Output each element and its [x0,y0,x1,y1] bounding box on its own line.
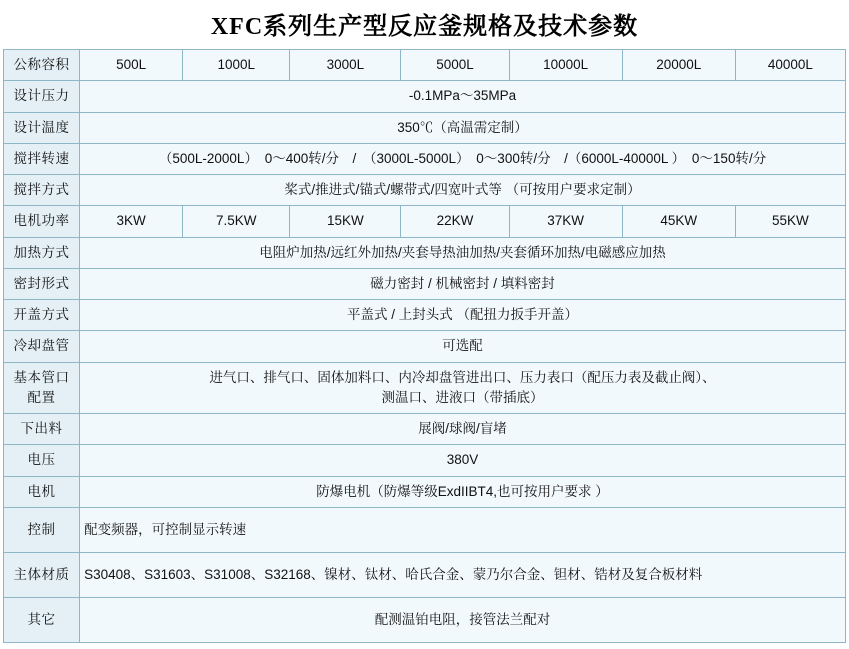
pipe-config-value [80,362,846,414]
table-row [4,268,846,299]
capacity-value: 1000L [183,50,290,81]
design-pressure-value: -0.1MPa～35MPa [80,81,846,112]
table-row [4,50,846,81]
discharge-value: 展阀/球阀/盲堵 [80,414,846,445]
table-row [4,175,846,206]
row-label-capacity: 公称容积 [4,50,80,81]
capacity-value: 40000L [735,50,845,81]
specification-table [3,49,846,643]
row-label-other: 其它 [4,597,80,642]
open-type-value: 平盖式 / 上封头式 （配扭力扳手开盖） [80,300,846,331]
pipe-config-label-line1: 基本管口 [13,369,70,385]
row-label-body-material: 主体材质 [4,552,80,597]
row-label-heating-type: 加热方式 [4,237,80,268]
pipe-config-line1: 进气口、排气口、固体加料口、内冷却盘管进出口、压力表口（配压力表及截止阀）、 [209,369,716,385]
row-label-voltage: 电压 [4,445,80,476]
row-label-design-pressure: 设计压力 [4,81,80,112]
voltage-value: 380V [80,445,846,476]
row-label-stir-speed: 搅拌转速 [4,143,80,174]
row-label-control: 控制 [4,507,80,552]
table-row [4,300,846,331]
motor-power-value: 45KW [622,206,735,237]
table-row [4,143,846,174]
motor-value: 防爆电机（防爆等级ExdIIBT4,也可按用户要求 ） [80,476,846,507]
cooling-coil-value: 可选配 [80,331,846,362]
control-value: 配变频器，可控制显示转速 [80,507,846,552]
motor-power-value: 15KW [290,206,401,237]
table-row [4,507,846,552]
row-label-pipe-config [4,362,80,414]
body-material-value: S30408、S31603、S31008、S32168、镍材、钛材、哈氏合金、蒙乃尔合金、钽材、锆材及复合板材料 [80,552,846,597]
table-row [4,81,846,112]
row-label-discharge: 下出料 [4,414,80,445]
row-label-design-temperature: 设计温度 [4,112,80,143]
stir-type-value: 桨式/推进式/锚式/螺带式/四宽叶式等 （可按用户要求定制） [80,175,846,206]
motor-power-value: 37KW [509,206,622,237]
table-row [4,445,846,476]
row-label-cooling-coil: 冷却盘管 [4,331,80,362]
table-row [4,331,846,362]
stir-speed-value: （500L-2000L） 0～400转/分 / （3000L-5000L） 0～300转/分 /（6000L-40000L ） 0～150转/分 [80,143,846,174]
row-label-motor-power: 电机功率 [4,206,80,237]
table-row [4,237,846,268]
table-row [4,362,846,414]
motor-power-value: 55KW [735,206,845,237]
row-label-stir-type: 搅拌方式 [4,175,80,206]
motor-power-value: 3KW [80,206,183,237]
table-row [4,552,846,597]
table-row [4,476,846,507]
pipe-config-line2: 测温口、进液口（带插底） [381,389,544,405]
seal-type-value: 磁力密封 / 机械密封 / 填料密封 [80,268,846,299]
capacity-value: 20000L [622,50,735,81]
motor-power-value: 7.5KW [183,206,290,237]
design-temperature-value: 350℃（高温需定制） [80,112,846,143]
table-row [4,112,846,143]
row-label-seal-type: 密封形式 [4,268,80,299]
motor-power-value: 22KW [401,206,509,237]
heating-type-value: 电阻炉加热/远红外加热/夹套导热油加热/夹套循环加热/电磁感应加热 [80,237,846,268]
other-value: 配测温铂电阻，接管法兰配对 [80,597,846,642]
pipe-config-label-line2: 配置 [27,389,56,405]
capacity-value: 10000L [509,50,622,81]
table-row [4,206,846,237]
capacity-value: 500L [80,50,183,81]
row-label-motor: 电机 [4,476,80,507]
capacity-value: 3000L [290,50,401,81]
table-row [4,597,846,642]
capacity-value: 5000L [401,50,509,81]
page-title: XFC系列生产型反应釜规格及技术参数 [210,14,639,40]
row-label-open-type: 开盖方式 [4,300,80,331]
table-row [4,414,846,445]
